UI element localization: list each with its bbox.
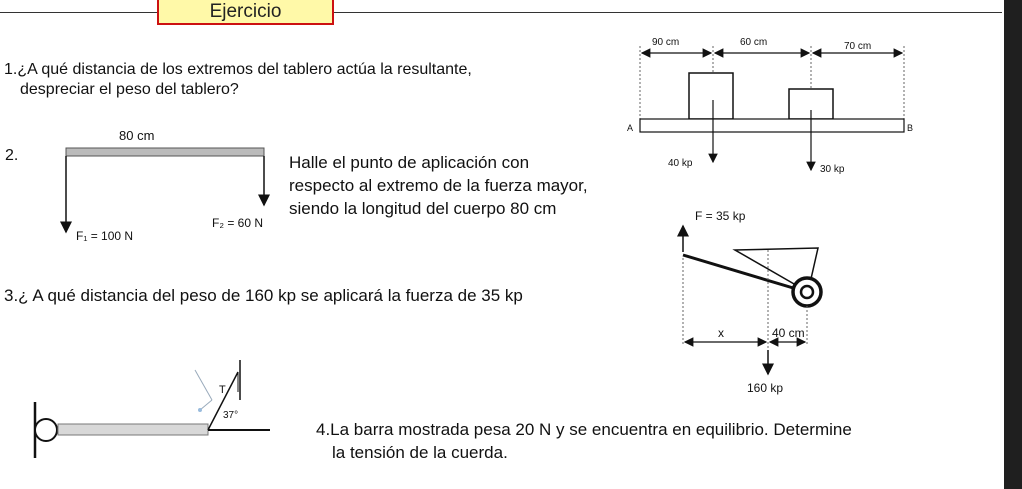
diagram-4 — [35, 360, 270, 458]
dist-40cm-label: 40 cm — [772, 326, 805, 340]
hinge — [35, 419, 57, 441]
problem-2-line2: respecto al extremo de la fuerza mayor, — [289, 176, 588, 195]
problem-2-number: 2. — [5, 147, 19, 164]
load-40kp-label: 40 kp — [668, 158, 693, 169]
rope — [208, 372, 238, 430]
end-a-label: A — [627, 123, 634, 133]
diagram-2 — [66, 128, 264, 243]
problem-4-line1: 4.La barra mostrada pesa 20 N y se encuentra en equilibrio. Determine — [316, 420, 852, 439]
tension-label: T — [219, 384, 226, 396]
problem-3-text: 3.¿ A qué distancia del peso de 160 kp se aplicará la fuerza de 35 kp — [4, 286, 523, 305]
rod — [58, 424, 208, 435]
diagram-3 — [683, 209, 821, 395]
force-f2-label: F₂ = 60 N — [212, 216, 264, 230]
weight-160kp-label: 160 kp — [747, 381, 784, 395]
page-title: Ejercicio — [157, 0, 334, 25]
diagram-1 — [627, 37, 913, 175]
force-35kp-label: F = 35 kp — [695, 209, 746, 223]
load-30kp-label: 30 kp — [820, 164, 845, 175]
force-f1-label: F₁ = 100 N — [76, 229, 134, 243]
handle — [683, 255, 810, 293]
beam — [66, 148, 264, 156]
problem-2-line1: Halle el punto de aplicación con — [289, 153, 530, 172]
problem-2-line3: siendo la longitud del cuerpo 80 cm — [289, 199, 557, 218]
box-40kp — [689, 73, 733, 119]
angle-label: 37° — [223, 410, 239, 421]
bar-length-label: 80 cm — [119, 128, 155, 143]
dim-60-label: 60 cm — [740, 37, 768, 48]
problem-1-line1: 1.¿A qué distancia de los extremos del tablero actúa la resultante, — [4, 61, 472, 78]
board — [640, 119, 904, 132]
dim-70-label: 70 cm — [844, 41, 872, 52]
problem-1-line2: despreciar el peso del tablero? — [20, 81, 239, 98]
wheel — [793, 278, 821, 306]
end-b-label: B — [907, 123, 914, 133]
dim-90-label: 90 cm — [652, 37, 680, 48]
x-label: x — [718, 326, 724, 340]
problem-4-line2: la tensión de la cuerda. — [332, 443, 508, 462]
